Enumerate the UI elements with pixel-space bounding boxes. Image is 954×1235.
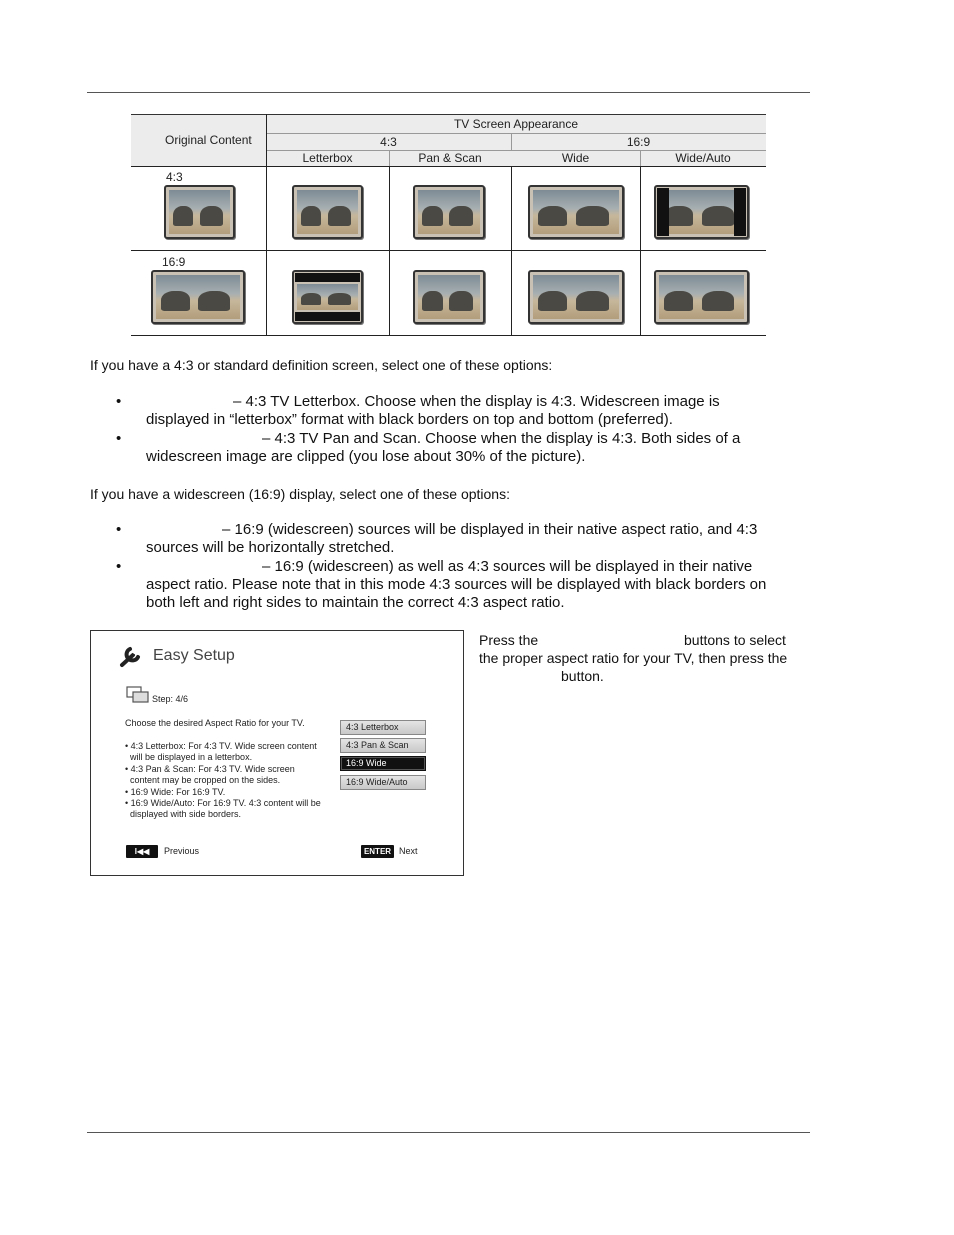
instruction-line-2: the proper aspect ratio for your TV, then press the bbox=[479, 650, 788, 666]
intro-169-text: If you have a widescreen (16:9) display, select one of these options: bbox=[90, 486, 510, 502]
grid-line bbox=[389, 166, 390, 336]
option-169-wide-auto[interactable]: 16:9 Wide/Auto bbox=[340, 775, 426, 790]
grid-line bbox=[266, 114, 267, 336]
screens-icon bbox=[126, 686, 150, 704]
grid-line bbox=[511, 166, 512, 336]
thumbnail-43-pan-scan bbox=[413, 185, 485, 239]
grid-line bbox=[131, 166, 766, 167]
thumbnail-169-original bbox=[151, 270, 245, 324]
setup-note: • 16:9 Wide: For 16:9 TV. bbox=[125, 787, 226, 797]
grid-line bbox=[266, 133, 766, 134]
thumbnail-169-wide-auto bbox=[654, 270, 749, 324]
group-169-header: 16:9 bbox=[511, 133, 766, 150]
thumbnail-169-wide bbox=[528, 270, 624, 324]
thumbnail-169-pan-scan bbox=[413, 270, 485, 324]
bullet-dot: • bbox=[116, 521, 122, 538]
grid-line bbox=[389, 150, 390, 166]
bullet-dot: • bbox=[116, 558, 122, 575]
option-43-pan-scan[interactable]: 4:3 Pan & Scan bbox=[340, 738, 426, 753]
bullet-wide-auto: • – 16:9 (widescreen) as well as 4:3 sources will be displayed in their native aspect ratio. Please note that in this mode 4:3 sources will be displayed with black borders on both left and right sides to maintain the correct 4:3 aspect ratio. bbox=[116, 558, 767, 611]
row-label-169: 16:9 bbox=[162, 255, 186, 269]
enter-key-icon[interactable]: ENTER bbox=[361, 845, 394, 858]
grid-line bbox=[266, 150, 766, 151]
thumbnail-43-wide-auto bbox=[654, 185, 749, 239]
thumbnail-43-wide bbox=[528, 185, 624, 239]
setup-title: Easy Setup bbox=[153, 647, 235, 664]
option-169-wide[interactable]: 16:9 Wide bbox=[340, 756, 426, 771]
letterbox-bottom-border bbox=[295, 312, 360, 321]
bullet-dot: • bbox=[116, 430, 122, 447]
instruction-line-3: button. bbox=[561, 668, 604, 684]
thumbnail-169-letterbox bbox=[292, 270, 363, 324]
grid-line bbox=[640, 150, 641, 166]
bullet-letterbox: • – 4:3 TV Letterbox. Choose when the display is 4:3. Widescreen image is displayed in “letterbox” format with black borders on top and bottom (preferred). bbox=[116, 393, 720, 428]
step-indicator: Step: 4/6 bbox=[152, 694, 189, 704]
bullet-pan-scan: • – 4:3 TV Pan and Scan. Choose when the display is 4:3. Both sides of a widescreen image are clipped (you lose about 30% of the picture). bbox=[116, 430, 741, 465]
group-43-header: 4:3 bbox=[266, 133, 511, 150]
side-border-left bbox=[657, 188, 669, 236]
table-top-line bbox=[131, 114, 766, 115]
thumbnail-43-original bbox=[164, 185, 235, 239]
option-43-letterbox[interactable]: 4:3 Letterbox bbox=[340, 720, 426, 735]
next-label: Next bbox=[399, 846, 418, 856]
setup-note: • 4:3 Letterbox: For 4:3 TV. Wide screen content will be displayed in a letterbox. bbox=[125, 741, 317, 762]
previous-label: Previous bbox=[164, 846, 200, 856]
row-label-43: 4:3 bbox=[166, 170, 183, 184]
original-content-header: Original Content bbox=[131, 114, 266, 166]
side-border-right bbox=[734, 188, 746, 236]
tv-appearance-header: TV Screen Appearance bbox=[266, 114, 766, 133]
instruction-line-1b: buttons to select bbox=[684, 632, 786, 648]
letterbox-top-border bbox=[295, 273, 360, 282]
grid-line bbox=[640, 166, 641, 336]
setup-prompt: Choose the desired Aspect Ratio for your TV. bbox=[125, 718, 305, 728]
footer-rule bbox=[87, 1132, 810, 1133]
previous-key-icon[interactable]: I◀◀ bbox=[126, 845, 158, 858]
column-wide-header: Wide bbox=[511, 150, 640, 166]
intro-43-text: If you have a 4:3 or standard definition screen, select one of these options: bbox=[90, 357, 553, 373]
easy-setup-screen bbox=[90, 630, 464, 876]
bullet-dot: • bbox=[116, 393, 122, 410]
wrench-icon bbox=[118, 645, 148, 669]
bullet-wide: • – 16:9 (widescreen) sources will be displayed in their native aspect ratio, and 4:3 sources will be horizontally stretched. bbox=[116, 521, 758, 556]
thumbnail-43-letterbox bbox=[292, 185, 363, 239]
aspect-ratio-table bbox=[131, 114, 766, 336]
grid-line bbox=[131, 250, 766, 251]
column-wide-auto-header: Wide/Auto bbox=[640, 150, 766, 166]
column-pan-scan-header: Pan & Scan bbox=[389, 150, 511, 166]
instruction-line-1a: Press the bbox=[479, 632, 539, 648]
header-rule bbox=[87, 92, 810, 93]
column-letterbox-header: Letterbox bbox=[266, 150, 389, 166]
setup-note: • 16:9 Wide/Auto: For 16:9 TV. 4:3 content will be displayed with side borders. bbox=[125, 798, 321, 819]
setup-note: • 4:3 Pan & Scan: For 4:3 TV. Wide screen content may be cropped on the sides. bbox=[125, 764, 295, 785]
grid-line bbox=[131, 335, 766, 336]
grid-line bbox=[511, 133, 512, 150]
